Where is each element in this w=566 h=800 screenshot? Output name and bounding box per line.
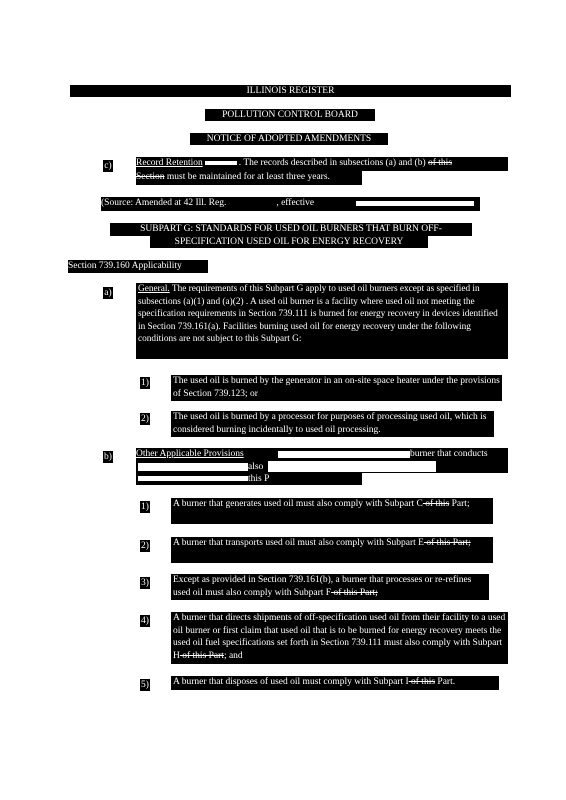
- record-retention-line2: Section must be maintained for at least three years.: [136, 171, 362, 185]
- record-retention-line1: Record Retention . The records described in subsections (a) and (b) of this: [136, 157, 508, 171]
- other-provisions-line3: this P: [136, 473, 362, 485]
- general-paragraph: General. The requirements of this Subpart G apply to used oil burners except as specified in subsections (a)(1) and (a)(2) . A used oil burner is a facility where used oil not meeting the specification requirements in Section 739.111 is burned for energy recovery in devices identified in Section 739.161(a). Facilities burning used oil for energy recovery under the following conditions are not subject to this Subpart G:: [136, 283, 508, 359]
- other-item-4: A burner that directs shipments of off-specification used oil from their facility to a used oil burner or first claim that used oil that is to be burned for energy recovery meets the used oil fuel specifications set forth in Section 739.111 must also comply with Subpart H of this Part; and: [171, 612, 508, 664]
- other-item-3: Except as provided in Section 739.161(b), a burner that processes or re-refines used oil must also comply with Subpart F of this Part;: [171, 574, 489, 600]
- item-a2-label: 2): [141, 414, 149, 424]
- source-line: (Source: Amended at 42 Ill. Reg. , effective: [101, 197, 480, 211]
- item-a1-label: 1): [141, 378, 149, 388]
- register-title: ILLINOIS REGISTER: [246, 86, 335, 96]
- item-b1-label: 1): [141, 502, 149, 512]
- other-item-5: A burner that disposes of used oil must comply with Subpart I of this Part.: [171, 676, 499, 690]
- general-item-2: The used oil is burned by a processor for purposes of processing used oil, which is considered burning incidentally to used oil processing.: [171, 411, 494, 437]
- other-provisions-line1-end: burner that conducts: [410, 448, 508, 461]
- redaction: [138, 463, 248, 471]
- agency-header: POLLUTION CONTROL BOARD: [205, 109, 375, 121]
- subpart-heading-2: SPECIFICATION USED OIL FOR ENERGY RECOVERY: [150, 236, 428, 248]
- redaction: [278, 451, 410, 458]
- section-title: Section 739.160 Applicability: [68, 260, 208, 273]
- item-b2-label: 2): [141, 541, 149, 551]
- item-b-label: b): [104, 452, 112, 462]
- register-header: [70, 85, 511, 97]
- source-date-blank: [356, 201, 474, 206]
- other-item-2: A burner that transports used oil must also comply with Subpart E of this Part;: [171, 537, 493, 563]
- subpart-heading-1: SUBPART G: STANDARDS FOR USED OIL BURNERS THAT BURN OFF-: [110, 223, 472, 236]
- item-b3-label: 3): [141, 578, 149, 588]
- item-c-label: c): [104, 161, 112, 171]
- redaction: [138, 476, 248, 481]
- redaction: [205, 161, 237, 165]
- item-a-label: a): [104, 288, 112, 298]
- item-b4-label: 4): [141, 616, 149, 626]
- general-item-1: The used oil is burned by the generator in an on-site space heater under the provisions of Section 739.123; or: [171, 375, 502, 401]
- redaction: [268, 461, 436, 472]
- other-provisions-line1: Other Applicable Provisions: [136, 448, 508, 461]
- notice-header: NOTICE OF ADOPTED AMENDMENTS: [190, 133, 388, 145]
- other-item-1: A burner that generates used oil must also comply with Subpart C of this Part;: [171, 498, 493, 524]
- item-b5-label: 5): [141, 680, 149, 690]
- other-provisions-line2: also: [136, 461, 508, 473]
